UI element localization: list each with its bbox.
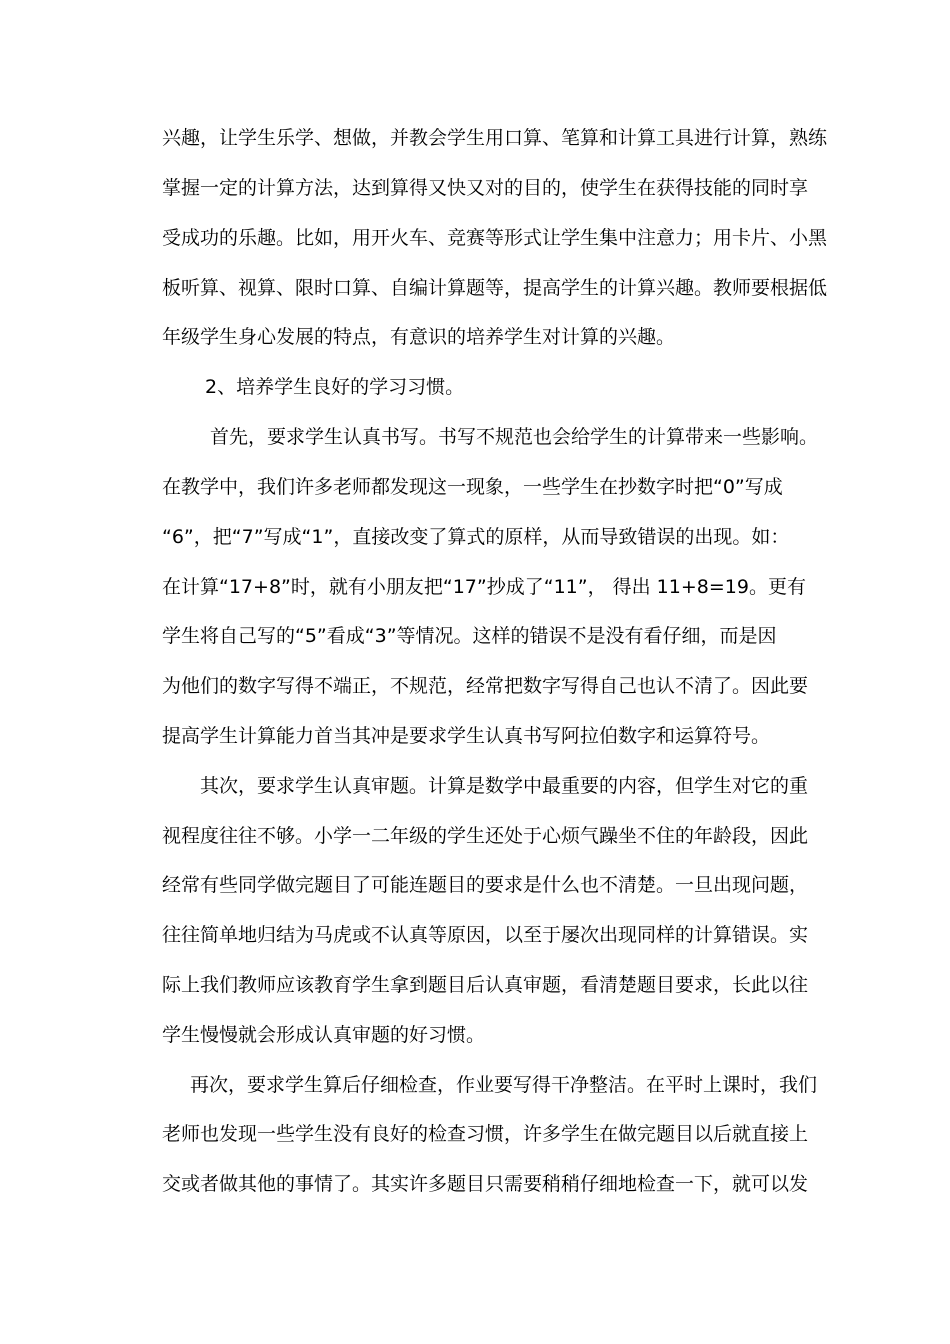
text-line-4: 板听算、视算、限时口算、自编计算题等，提高学生的计算兴趣。教师要根据低 [162,277,828,299]
text-line-3: 受成功的乐趣。比如，用开火车、竞赛等形式让学生集中注意力；用卡片、小黑 [162,227,828,249]
text-line-19: 学生慢慢就会形成认真审题的好习惯。 [162,1024,486,1046]
text-line-17: 往往简单地归结为马虎或不认真等原因，以至于屡次出现同样的计算错误。实 [162,924,809,946]
text-line-15: 视程度往往不够。小学一二年级的学生还处于心烦气躁坐不住的年龄段，因此 [162,825,809,847]
text-line-1: 兴趣，让学生乐学、想做，并教会学生用口算、笔算和计算工具进行计算，熟练 [162,127,828,149]
text-line-11: 学生将自己写的“5”看成“3”等情况。这样的错误不是没有看仔细，而是因 [162,625,777,647]
text-line-2: 掌握一定的计算方法，达到算得又快又对的目的，使学生在获得技能的同时享 [162,177,809,199]
text-line-9: “6”，把“7”写成“1”，直接改变了算式的原样，从而导致错误的出现。如： [162,526,790,548]
text-line-8: 在教学中，我们许多老师都发现这一现象，一些学生在抄数字时把“0”写成 [162,476,783,498]
text-line-12: 为他们的数字写得不端正，不规范，经常把数字写得自己也认不清了。因此要 [162,675,809,697]
paragraph-first-line: 再次，要求学生算后仔细检查，作业要写得干净整洁。在平时上课时，我们 [190,1074,818,1096]
text-line-5: 年级学生身心发展的特点，有意识的培养学生对计算的兴趣。 [162,326,676,348]
text-line-22: 交或者做其他的事情了。其实许多题目只需要稍稍仔细地检查一下，就可以发 [162,1173,809,1195]
text-line-16: 经常有些同学做完题目了可能连题目的要求是什么也不清楚。一旦出现问题， [162,874,809,896]
text-line-21: 老师也发现一些学生没有良好的检查习惯，许多学生在做完题目以后就直接上 [162,1123,809,1145]
paragraph-first-line: 首先，要求学生认真书写。书写不规范也会给学生的计算带来一些影响。 [210,426,819,448]
paragraph-first-line: 其次，要求学生认真审题。计算是数学中最重要的内容，但学生对它的重 [200,775,809,797]
text-line-18: 际上我们教师应该教育学生拿到题目后认真审题，看清楚题目要求，长此以往 [162,974,809,996]
section-heading: 2、培养学生良好的学习习惯。 [205,376,465,398]
text-line-13: 提高学生计算能力首当其冲是要求学生认真书写阿拉伯数字和运算符号。 [162,725,771,747]
text-line-10: 在计算“17+8”时，就有小朋友把“17”抄成了“11”， 得出 11+8=19。更有 [162,576,806,598]
